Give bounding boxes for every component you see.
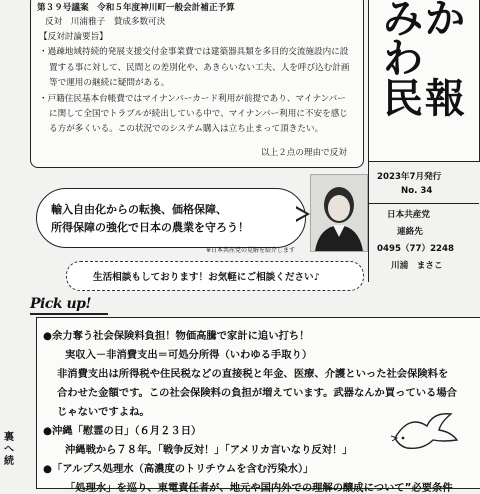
issue-number: No. 34 xyxy=(401,186,433,196)
pickup-body: 合わせた金額です。この社会保険料の負担が増えています。武器なんか買っている場合 xyxy=(57,387,457,399)
pickup-body: 実収入－非消費支出＝可処分所得（いわゆる手取り） xyxy=(65,349,313,361)
masthead-title-2: 民報 xyxy=(383,75,467,122)
resolution-box xyxy=(30,0,364,168)
pickup-body: 沖縄戦から７８年。「戦争反対！」「アメリカ言いなり反対！」 xyxy=(65,444,353,456)
issue-info xyxy=(368,162,479,282)
person-image xyxy=(311,175,367,251)
pickup-title: Pick up! xyxy=(30,296,92,312)
publisher: 日本共産党 xyxy=(387,210,430,220)
reason-line: に関して全国でトラブルが続出している中で、マイナンバー利用に不安を感じ xyxy=(49,109,348,119)
pickup-box xyxy=(36,317,480,494)
resolution-heading: 第３９号議案 令和５年度神川町一般会計補正予算 xyxy=(37,3,235,13)
reason-line: ・過疎地域持続的発展支援交付金事業費では建築器具類を多目的交流施設内に設 xyxy=(39,47,349,57)
pickup-body: じゃないですよね。 xyxy=(57,406,150,418)
reason-line: 置する事に対して、民間との差別化や、あきらいない工夫、人を呼び込む計画 xyxy=(49,63,350,73)
person-name: 川浦 まさこ xyxy=(391,261,443,271)
reason-line: ・戸籍住民基本台帳費ではマイナンバーカード利用が前提であり、マイナンバー xyxy=(39,94,346,104)
dove-icon xyxy=(389,408,461,454)
contact-label: 連絡先 xyxy=(397,227,423,237)
reason-title: 【反対討論要旨】 xyxy=(39,32,108,42)
pickup-body: 「処理水」を巡り、東電責任者が、地元や国内外での理解の醸成について”必要条件 xyxy=(65,482,453,494)
masthead-title-1: みかわ xyxy=(383,0,467,82)
issue-date: 2023年7月発行 xyxy=(377,172,442,182)
pickup-underline xyxy=(30,313,108,315)
pickup-headline: ●沖縄「慰霊の日」（６月２３日） xyxy=(43,425,202,437)
pickup-body: 非消費支出は所得税や住民税などの直接税と年金、医療、介護といった社会保険料を xyxy=(57,368,449,380)
pickup-headline: ●「アルプス処理水（高濃度のトリチウムを含む汚染水）」 xyxy=(43,463,314,475)
continued-note: 裏へ続 xyxy=(4,432,14,467)
speech-line-2: 所得保障の強化で日本の農業を守ろう！ xyxy=(51,221,249,234)
vote-result: 反対 川浦雅子 賛成多数可決 xyxy=(45,17,166,27)
speech-note: ※日本共産党の見解を紹介します xyxy=(206,247,296,254)
reason-line: る方が多くいる。この状況でのシステム購入は立ち止まって頂きたい。 xyxy=(49,124,324,134)
reason-line: 等で運用の継続に疑問がある。 xyxy=(49,78,170,88)
masthead-box xyxy=(368,0,480,162)
speech-tail-inner xyxy=(295,208,306,220)
divider xyxy=(369,203,479,204)
consultation-text: 生活相談もしております！お気軽にご相談ください♪ xyxy=(93,272,320,283)
speech-bubble xyxy=(36,188,306,248)
pickup-headline: ●余力奪う社会保険料負担！物価高騰で家計に追い打ち！ xyxy=(43,330,310,342)
speech-line-1: 輸入自由化からの転換、価格保障、 xyxy=(51,203,227,216)
consultation-banner xyxy=(66,261,364,291)
conclusion: 以上２点の理由で反対 xyxy=(261,148,347,158)
phone: 0495（77）2248 xyxy=(377,244,454,254)
portrait-photo xyxy=(310,174,368,252)
